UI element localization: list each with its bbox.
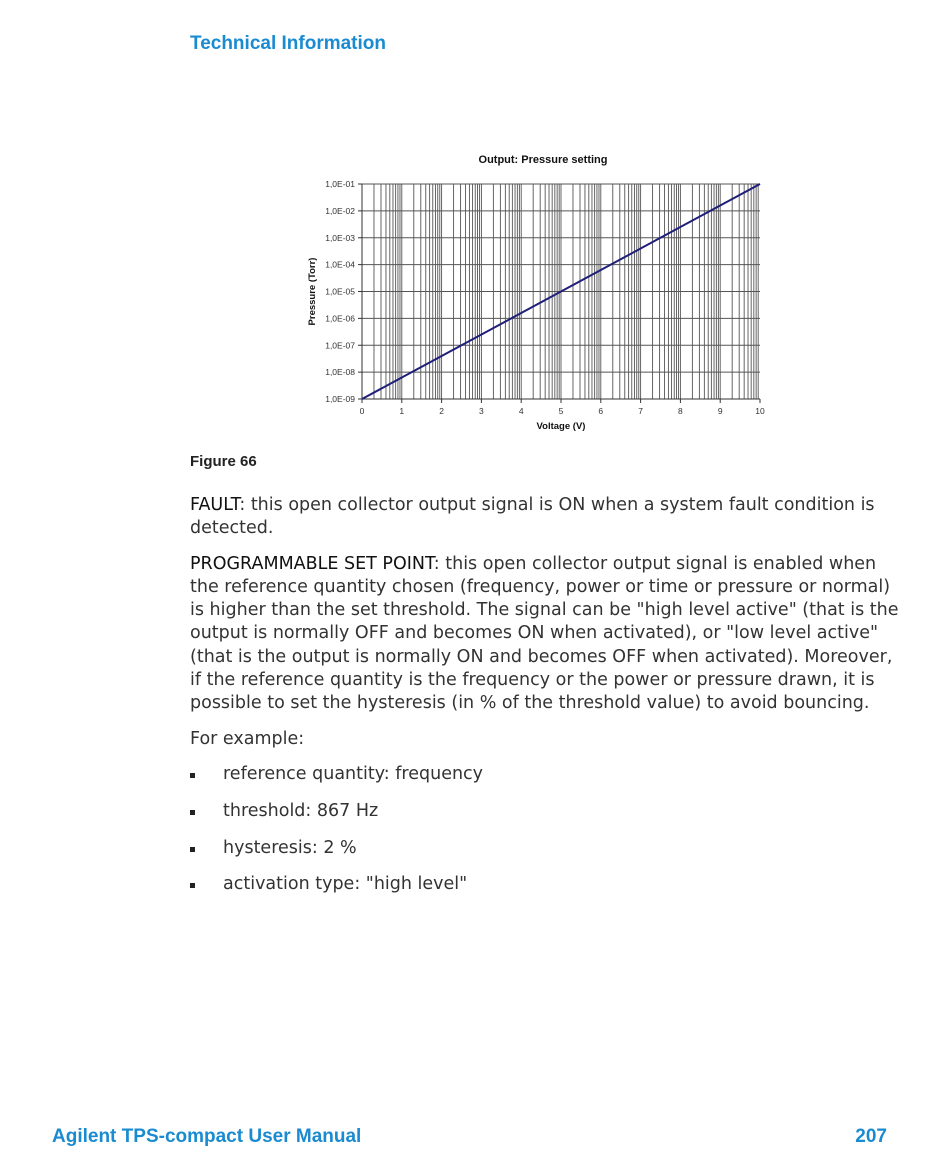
list-item-text: threshold: 867 Hz [223,800,379,821]
y-tick-label: 1,0E-08 [325,367,355,378]
setpoint-description: : this open collector output signal is enabled when the reference quantity chosen (frequency, power or time or pressure or normal) is higher than the set threshold. The signal can be "high level active" (that is the output is normally OFF and becomes ON when activated), or "low level active" (that is the output is normally ON and becomes OFF when activated). Moreover, if the reference quantity is the frequency or the power or pressure drawn, it is possible to set the hysteresis (in % of the threshold value) to avoid bouncing. [190,553,899,714]
y-tick-label: 1,0E-05 [325,286,355,297]
body-text [190,494,900,910]
setpoint-paragraph [190,553,900,716]
list-item [190,837,900,860]
example-intro: For example: [190,728,305,749]
bullet-icon [190,773,195,778]
pressure-chart [300,146,780,446]
x-axis-label: Voltage (V) [536,421,586,432]
chart-title: Output: Pressure setting [478,154,608,166]
list-item-text: activation type: "high level" [223,874,468,895]
list-item [190,873,900,896]
section-header: Technical Information [190,33,387,54]
chart-svg [300,146,780,446]
footer-manual-title: Agilent TPS-compact User Manual [52,1126,362,1147]
y-tick-label: 1,0E-04 [325,259,355,270]
fault-term: FAULT [190,495,240,515]
bullet-icon [190,847,195,852]
x-tick-label: 1 [399,406,405,416]
y-tick-label: 1,0E-07 [325,340,355,351]
fault-paragraph [190,494,900,541]
x-tick-label: 2 [439,406,444,416]
figure-caption: Figure 66 [190,453,257,470]
list-item-text: reference quantity: frequency [223,763,484,784]
list-item [190,763,900,786]
y-tick-label: 1,0E-03 [325,232,355,243]
x-tick-label: 5 [558,406,564,416]
bullet-icon [190,810,195,815]
x-tick-label: 9 [717,406,723,416]
page-number: 207 [855,1126,887,1147]
list-item [190,800,900,823]
x-tick-label: 10 [755,406,765,416]
x-tick-label: 6 [598,406,604,416]
x-tick-label: 4 [518,406,524,416]
y-tick-label: 1,0E-09 [325,394,355,404]
setpoint-term: PROGRAMMABLE SET POINT [190,553,434,574]
example-list [190,763,900,897]
y-tick-label: 1,0E-02 [325,205,355,216]
x-tick-label: 7 [638,406,643,416]
fault-description: : this open collector output signal is ON when a system fault condition is detected. [190,495,875,539]
x-tick-label: 3 [479,406,484,416]
x-tick-label: 8 [678,406,683,416]
x-tick-label: 0 [359,406,365,416]
y-tick-label: 1,0E-06 [325,313,355,324]
bullet-icon [190,883,195,888]
y-tick-label: 1,0E-01 [325,179,355,189]
list-item-text: hysteresis: 2 % [223,837,357,858]
y-axis-label: Pressure (Torr) [307,257,318,326]
